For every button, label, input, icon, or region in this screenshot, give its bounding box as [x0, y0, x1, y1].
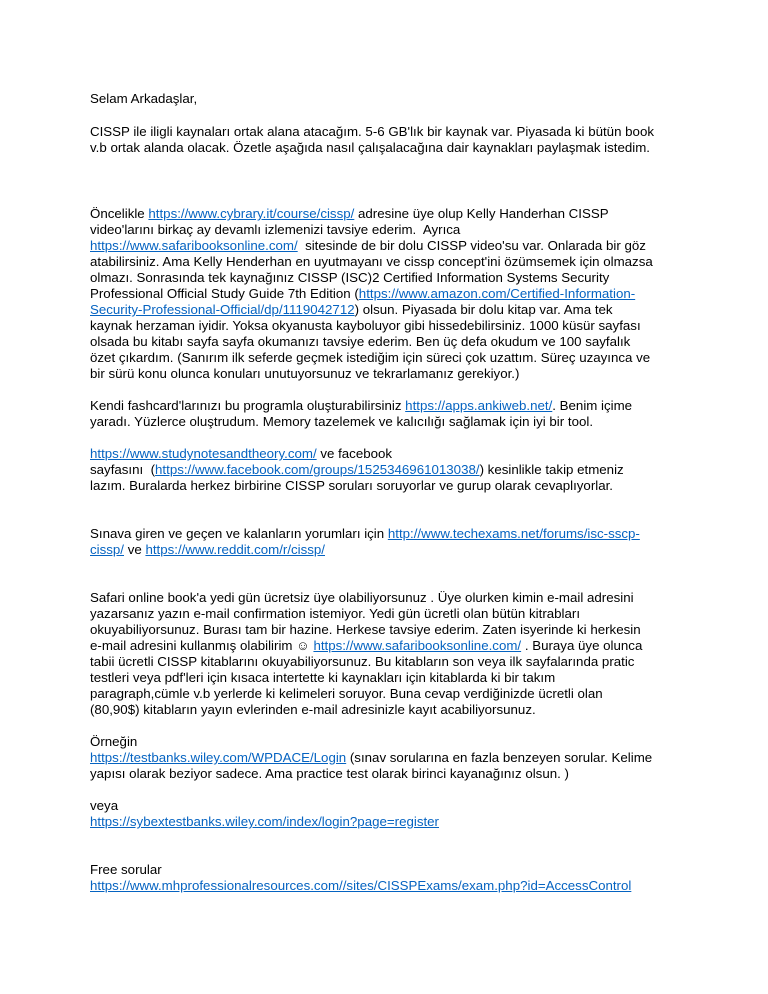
paragraph-amazon-line-2: Security-Professional-Official/dp/1119042712) olsun. Piyasada bir dolu kitap var. Ama tek: [90, 302, 613, 317]
link-safaribooksonline[interactable]: https://www.safaribooksonline.com/: [90, 238, 298, 253]
paragraph-studynotes-line: https://www.studynotesandtheory.com/ ve facebook: [90, 446, 393, 461]
link-amazon-continued[interactable]: Security-Professional-Official/dp/1119042712: [90, 302, 355, 317]
paragraph-line: olmazı. Sonrasında tek kaynağınız CISSP (ISC)2 Certified Information Systems Security: [90, 270, 610, 285]
paragraph-line: yapısı olarak beziyor sadece. Ama practice test olarak birinci kayanağınız olsun. ): [90, 766, 569, 781]
link-techexams-continued[interactable]: cissp/: [90, 542, 124, 557]
greeting: Selam Arkadaşlar,: [90, 91, 198, 106]
paragraph-line: bir sürü konu olunca konuları unutuyorsunuz ve tekrarlamanız gerekiyor.): [90, 366, 520, 381]
paragraph-line: video'larını birkaç ay devamlı izlemenizi tavsiye ederim. Ayrıca: [90, 222, 461, 237]
free-questions-label: Free sorular: [90, 862, 162, 877]
paragraph-line: olsada bu kitabı sayfa sayfa okumanızı tavsiye ederim. Ben üç defa okudum ve 100 sayfalık: [90, 334, 631, 349]
link-amazon[interactable]: https://www.amazon.com/Certified-Information-: [358, 286, 636, 301]
link-techexams[interactable]: http://www.techexams.net/forums/isc-sscp-: [387, 526, 640, 541]
paragraph-safari2-line: e-mail adresini kullanmış olabilirim ☺ https://www.safaribooksonline.com/ . Buraya üye olunca: [90, 638, 643, 653]
paragraph-line: lazım. Buralarda herkez birbirine CISSP soruları soruyorlar ve gurup olarak cevaplıyorlar.: [90, 478, 613, 493]
link-studynotes[interactable]: https://www.studynotesandtheory.com/: [90, 446, 317, 461]
paragraph-anki-line: Kendi fashcard'larınızı bu programla oluşturabilirsiniz https://apps.ankiweb.net/. Benim içime: [90, 398, 633, 413]
paragraph-line: atabilirsiniz. Ama Kelly Henderhan en uyutmayanı ve cissp concept'ini özümsemek için olmazsa: [90, 254, 653, 269]
paragraph-sybex-line: [90, 814, 439, 830]
paragraph-line: Safari online book'a yedi gün ücretsiz üye olabiliyorsunuz . Üye olurken kimin e-mail adresini: [90, 590, 634, 605]
paragraph-line: paragraph,cümle v.b yerlerde ki kelimeleri soruyor. Buna cevap verdiğinizde ücretli olan: [90, 686, 603, 701]
paragraph-line: özet çıkardım. (Sanırım ilk seferde geçmek istediğim için süreci çok uzattım. Süreç uzayınca ve: [90, 350, 651, 365]
intro-line-1: CISSP ile iligli kaynaları ortak alana atacağım. 5-6 GB'lık bir kaynak var. Piyasada ki bütün book: [90, 124, 655, 139]
link-safaribooksonline-2[interactable]: https://www.safaribooksonline.com/: [313, 638, 522, 653]
paragraph-line: (80,90$) kitabların yayın evlerinden e-mail adresinizle kayıt acabiliyorsunuz.: [90, 702, 536, 717]
or-label: veya: [90, 798, 119, 813]
paragraph-wiley-line: https://testbanks.wiley.com/WPDACE/Login (sınav sorularına en fazla benzeyen sorular. Kelime: [90, 750, 653, 765]
paragraph-cybrary-line: Öncelikle https://www.cybrary.it/course/cissp/ adresine üye olup Kelly Handerhan CISSP: [90, 206, 609, 221]
paragraph-line: testleri veya pdf'leri için kısaca intertette ki kaynakları için kitablarda ki bir takım: [90, 670, 556, 685]
paragraph-line: tabii ücretli CISSP kitablarını okuyabiliyorsunuz. Bu kitabların son veya ilk sayfalarında pratic: [90, 654, 635, 669]
paragraph-line: yazarsanız yazın e-mail confirmation istemiyor. Yedi gün ücretli olan bütün kitrabları: [90, 606, 581, 621]
link-mhprofessional[interactable]: https://www.mhprofessionalresources.com//sites/CISSPExams/exam.php?id=AccessControl: [90, 878, 632, 893]
paragraph-reddit-line: cissp/ ve https://www.reddit.com/r/cissp/: [90, 542, 325, 557]
intro-line-2: v.b ortak alanda olacak. Özetle aşağıda nasıl çalışalacağına dair kaynakları paylaşmak istedim.: [90, 140, 650, 155]
link-reddit[interactable]: https://www.reddit.com/r/cissp/: [145, 542, 325, 557]
paragraph-mh-line: [90, 878, 631, 894]
link-facebook-group[interactable]: https://www.facebook.com/groups/1525346961013038/: [155, 462, 480, 477]
paragraph-safari-line: https://www.safaribooksonline.com/ sitesinde de bir dolu CISSP video'su var. Onlarada bir göz: [90, 238, 646, 253]
example-heading: Örneğin: [90, 734, 138, 749]
paragraph-line: yaradı. Yüzlerce oluştrudum. Memory tazelemek ve kalıcılığı sağlamak için iyi bir tool.: [90, 414, 594, 429]
link-ankiweb[interactable]: https://apps.ankiweb.net/: [405, 398, 553, 413]
link-wiley-testbanks[interactable]: https://testbanks.wiley.com/WPDACE/Login: [90, 750, 347, 765]
paragraph-facebook-line: sayfasını (https://www.facebook.com/groups/1525346961013038/) kesinlikle takip etmeniz: [90, 462, 624, 477]
paragraph-techexams-line: Sınava giren ve geçen ve kalanların yorumları için http://www.techexams.net/forums/isc-sscp-: [90, 526, 640, 541]
paragraph-line: kaynak herzaman iyidir. Yoksa okyanusta kayboluyor gibi hissedebilirsiniz. 1000 küsür sayfası: [90, 318, 641, 333]
paragraph-amazon-line: Professional Official Study Guide 7th Edition (https://www.amazon.com/Certified-Information-: [90, 286, 636, 301]
link-sybex[interactable]: https://sybextestbanks.wiley.com/index/login?page=register: [90, 814, 439, 829]
link-cybrary[interactable]: https://www.cybrary.it/course/cissp/: [148, 206, 355, 221]
paragraph-line: okuyabiliyorsunuz. Burası tam bir hazine. Herkese tavsiye ederim. Zaten isyerinde ki herkesin: [90, 622, 641, 637]
